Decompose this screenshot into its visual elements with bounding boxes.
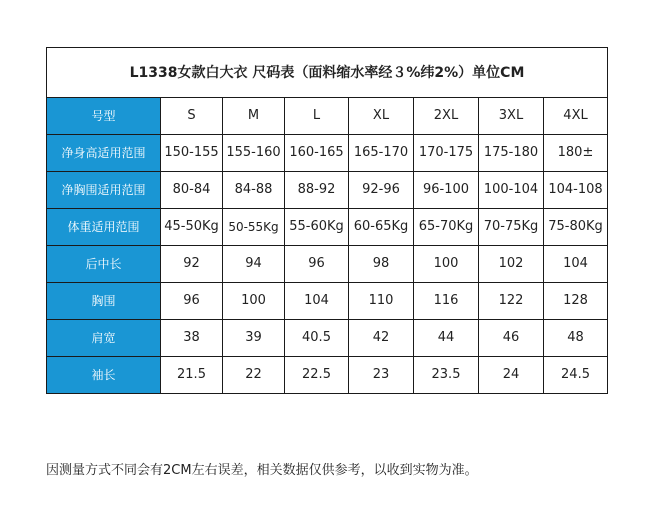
table-cell: 84-88 bbox=[223, 172, 285, 209]
table-cell: 65-70Kg bbox=[414, 209, 479, 246]
table-cell: 160-165 bbox=[285, 135, 349, 172]
table-cell: 94 bbox=[223, 246, 285, 283]
table-cell: 170-175 bbox=[414, 135, 479, 172]
table-cell: 44 bbox=[414, 320, 479, 357]
table-cell: 100 bbox=[414, 246, 479, 283]
table-cell: 104 bbox=[544, 246, 608, 283]
table-cell: 22.5 bbox=[285, 357, 349, 394]
table-cell: 23.5 bbox=[414, 357, 479, 394]
table-cell: 45-50Kg bbox=[161, 209, 223, 246]
table-cell: 92-96 bbox=[349, 172, 414, 209]
table-cell: 116 bbox=[414, 283, 479, 320]
table-cell: 104-108 bbox=[544, 172, 608, 209]
table-cell: 100-104 bbox=[479, 172, 544, 209]
table-cell: 100 bbox=[223, 283, 285, 320]
table-cell: 80-84 bbox=[161, 172, 223, 209]
table-cell: 150-155 bbox=[161, 135, 223, 172]
row-label: 胸围 bbox=[47, 283, 161, 320]
table-cell: 75-80Kg bbox=[544, 209, 608, 246]
table-cell: 23 bbox=[349, 357, 414, 394]
header-label: 号型 bbox=[47, 98, 161, 135]
table-row bbox=[47, 246, 608, 283]
table-cell: 22 bbox=[223, 357, 285, 394]
table-cell: 165-170 bbox=[349, 135, 414, 172]
table-cell: 70-75Kg bbox=[479, 209, 544, 246]
table-cell: 128 bbox=[544, 283, 608, 320]
table-cell: 175-180 bbox=[479, 135, 544, 172]
row-label: 体重适用范围 bbox=[47, 209, 161, 246]
table-cell: 46 bbox=[479, 320, 544, 357]
size-header-2xl: 2XL bbox=[414, 98, 479, 135]
measurement-footnote: 因测量方式不同会有2CM左右误差，相关数据仅供参考，以收到实物为准。 bbox=[46, 463, 478, 478]
table-cell: 42 bbox=[349, 320, 414, 357]
table-cell: 155-160 bbox=[223, 135, 285, 172]
table-cell: 96-100 bbox=[414, 172, 479, 209]
table-row bbox=[47, 209, 608, 246]
row-label: 净胸围适用范围 bbox=[47, 172, 161, 209]
table-row bbox=[47, 357, 608, 394]
table-cell: 39 bbox=[223, 320, 285, 357]
table-cell: 96 bbox=[161, 283, 223, 320]
table-title-row bbox=[47, 48, 608, 98]
table-cell: 24 bbox=[479, 357, 544, 394]
table-cell: 50-55Kg bbox=[223, 209, 285, 246]
table-cell: 88-92 bbox=[285, 172, 349, 209]
table-cell: 60-65Kg bbox=[349, 209, 414, 246]
row-label: 后中长 bbox=[47, 246, 161, 283]
table-row bbox=[47, 283, 608, 320]
table-row bbox=[47, 172, 608, 209]
size-header-row bbox=[47, 98, 608, 135]
table-cell: 122 bbox=[479, 283, 544, 320]
table-cell: 38 bbox=[161, 320, 223, 357]
size-header-xl: XL bbox=[349, 98, 414, 135]
row-label: 肩宽 bbox=[47, 320, 161, 357]
size-header-l: L bbox=[285, 98, 349, 135]
row-label: 净身高适用范围 bbox=[47, 135, 161, 172]
table-cell: 40.5 bbox=[285, 320, 349, 357]
size-header-m: M bbox=[223, 98, 285, 135]
table-cell: 98 bbox=[349, 246, 414, 283]
size-header-4xl: 4XL bbox=[544, 98, 608, 135]
table-cell: 96 bbox=[285, 246, 349, 283]
size-header-3xl: 3XL bbox=[479, 98, 544, 135]
table-cell: 21.5 bbox=[161, 357, 223, 394]
table-title: L1338女款白大衣 尺码表（面料缩水率经３%纬2%）单位CM bbox=[47, 48, 608, 98]
table-cell: 110 bbox=[349, 283, 414, 320]
table-cell: 48 bbox=[544, 320, 608, 357]
table-row bbox=[47, 320, 608, 357]
row-label: 袖长 bbox=[47, 357, 161, 394]
table-cell: 92 bbox=[161, 246, 223, 283]
table-cell: 55-60Kg bbox=[285, 209, 349, 246]
table-row bbox=[47, 135, 608, 172]
size-header-s: S bbox=[161, 98, 223, 135]
size-chart-table bbox=[46, 47, 608, 394]
table-cell: 24.5 bbox=[544, 357, 608, 394]
table-cell: 180± bbox=[544, 135, 608, 172]
table-cell: 104 bbox=[285, 283, 349, 320]
table-cell: 102 bbox=[479, 246, 544, 283]
